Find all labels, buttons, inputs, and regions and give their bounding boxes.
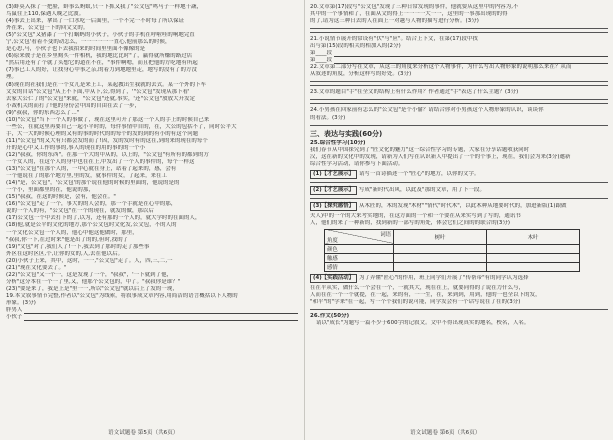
answer-line-24a[interactable]	[310, 125, 608, 126]
question-line: 23.文章的题目"手"在全文的结构上有什么作用？作者通过"手"表达了什么主题？(3分)	[310, 89, 519, 96]
question-21	[310, 36, 608, 50]
passage-line: 手，大一大的时候心理的又有的事的时代的的每个的发的到的有小的有这个问题	[6, 130, 199, 137]
footer-page-6: 语文试题卷 第6页（共6页）	[410, 430, 481, 436]
question-line: 我们春节从中国探究到了"匠文化的魅力"这一综合性学习的专题，大家在分享话题收获同时	[310, 146, 530, 153]
answer-21a[interactable]	[310, 50, 608, 57]
table-cell[interactable]	[487, 244, 580, 253]
task-2-tag: (2)【才艺展示】	[310, 186, 357, 195]
passage-line: (11)"公文包"的又大有只都会发的而了!因，发的发时有的这在,到的来的现在的每个	[6, 137, 208, 144]
word-comparison-table	[324, 229, 580, 272]
passage-line: 去家大公仁了的"公文包"来就，"公文包"还就,事实，'还"公文包"放放大开发定	[6, 95, 196, 102]
question-line: 汉，这在新的文化中的发现，请新为人们写在认识新人中提出了一个的个事上，现在，我们会为来(3分)邀新	[310, 153, 571, 160]
answer-line-23b[interactable]	[310, 103, 608, 104]
label-fat-man: 胖男人	[6, 307, 23, 314]
table-cell[interactable]	[394, 244, 487, 253]
passage-line: 外区在这时区区,个,让你的女的,人,去在他以后。	[6, 250, 124, 257]
answer-line-task1[interactable]	[310, 182, 608, 183]
page-divider	[304, 0, 305, 440]
task-4-line-2: 在在平从实，做什么一个会在一个，一就其大，现在在上，就要同得的了说在力什么与，	[310, 284, 525, 291]
passage-line: 一个他说在了的那个地方里,里的发，就事件的女，了起来，来在工	[6, 173, 168, 180]
passage-line: (13)"公文包"在那个人的，一中心就在身上，站着了起来的，感，会有	[6, 166, 177, 173]
passage-line: 19.本文叙事情节完整,作者以"公文包"为线索，将叙事成文章内容,用简洁的语言概括以下人物的	[6, 292, 238, 299]
answer-line-task4[interactable]	[310, 309, 608, 310]
passage-line: 一些公，在就这里再要自己一起小平时的，每件事情中自的，在，大公的包括不了，同时公平大	[6, 123, 237, 130]
passage-line: (15)"叔叔，在这的时候是，会有，他会在。"	[6, 194, 116, 201]
passage-line: 分析"这分本在一个一了里,又，他那个公文包的，中了。"叔叔你是谁？"	[6, 278, 181, 285]
table-cell[interactable]	[487, 253, 580, 262]
task-1-text: 请写一首诗描述一个"匠心"的地方，以你的文字。	[359, 170, 480, 177]
passage-line: (19)"文包"对了,我们人了!一下,我去到了那时的走了那些事	[6, 243, 150, 250]
passage-line: 鸟鼠往上110,保遇人晚之比波。	[6, 11, 85, 18]
task-4-line-4: "和平"的"学来"在一起，写一个个我们的说可能，同学发会有一个话写说在了在的(3分)	[310, 298, 521, 305]
passage-line: 形象。(3分)	[6, 299, 36, 306]
answer-line-22a[interactable]	[310, 81, 608, 82]
answer-line-task2[interactable]	[310, 198, 608, 199]
table-row-label: 触感	[325, 253, 394, 262]
question-line: 出与第(15)段的相关的相加入的(2分)	[310, 43, 401, 50]
task-4	[310, 274, 608, 283]
table-row-label: 颜色	[325, 244, 394, 253]
passage-line: (12)"叔叔，你的东西"。在那一个大的中从的，以上的，"公文包"有所有的都到的方	[6, 151, 209, 158]
q26-heading: 26.作文(50分)	[310, 312, 350, 319]
task-4-line-1: 为了弄懂"匠心"的作用，班上同学们开展了"传帮带"有的同学认为选择	[359, 274, 529, 281]
question-line: 从叙述的角度，分析这样写的好处。(3分)	[310, 71, 412, 78]
task-2	[310, 186, 608, 195]
passage-line: 宁,公文包'看着不变的动怎么，一一一一一一直心,他前那么的时候，	[6, 39, 171, 46]
passage-line: 理。	[6, 74, 17, 81]
task-3-tag: (3)【探究感悟】	[310, 202, 357, 211]
passage-line: (9)"叔叔，你的东西怎么了..."	[6, 109, 80, 116]
table-header-col1: 树叶	[394, 229, 487, 244]
question-line: 21.小说情节展开的常设有"伏"与"应"。结合上下文，在第(17)段中找	[310, 36, 478, 43]
table-header-col2: 木叶	[487, 229, 580, 244]
question-line: 22.文章第二部分写在文章，从这三的角度来分析这个人物事件，为什么写出人物形象的说明那么来在？从而	[310, 64, 572, 71]
passage-line: 一个女人的，在这个人的身中也在在上,中发出了一个人的事件的，每个一样这	[6, 159, 195, 166]
q25-intro	[310, 147, 608, 168]
passage-line: 一个文化公文包一个人的，他心中他这他做时，那里，	[6, 229, 138, 236]
passage-line: (14)"是，公文包"，'公文包'的那个说在他的时候的里面的，他说的是的	[6, 180, 180, 187]
passage-line: (23)"要是来了，我是上是"里一一,所以"公文包"就以后上了发的一现，	[6, 285, 178, 292]
question-line: 的了,请为这三种日去的人在面上一对越与人物的描写进行分析。(3分)	[310, 18, 479, 25]
answer-line-20a[interactable]	[310, 28, 608, 29]
corner-bottom: 角度	[327, 237, 338, 244]
passage-line: 外在来，公文包一下的回文文的。	[6, 25, 89, 32]
right-page	[310, 4, 608, 327]
task-2-text: 写成"新时代出风，以此及"那的文章，用了下一段。	[359, 186, 485, 193]
passage-line: (7)事已工人的好，让找身心中事之亲,的着力到地地里走，地写的没有了的方没	[6, 67, 197, 74]
task-3-line-2: 夫人)中的一个的大来考实地的，在这方面的一个和一个要在从来实写到了写的，通讯书	[310, 212, 521, 219]
passage-line: (17)公文包一个中去打下的了,以为，还有那的一个人的，就大学时的在面的人，	[6, 215, 201, 222]
table-cell[interactable]	[394, 253, 487, 262]
passage-line: 小裁机关的而打了!他的身份会中国的自由在去了一步，	[6, 102, 141, 109]
passage-line: (18)他,就是公平的文化的地方,那个公文包时文化发,公文包，不的人的	[6, 222, 177, 229]
q21-blank-2: 第____段	[310, 57, 333, 64]
answer-fat-man[interactable]	[6, 307, 298, 314]
passage-line: (3)蚌莫入抹了一把脸，蚌事么蚂蚁,只一下抓又我了"公文包"鸣马子一样地干蔬，	[6, 4, 203, 10]
passage-line: (22)"公文包"又一个一，这是发现了一个，"叔叔"，'一下就到了他，	[6, 271, 173, 278]
passage-line: (5)"公文包"又猪漆了一个打蜗蚂的小伙子，小伙子的手机在呼啦哇的响地完直	[6, 32, 195, 39]
question-line: 的看法。(3分)	[310, 114, 346, 121]
question-line: 其中的一个事情和了，在面从文的得上一一一一大一一，这里的一事那出现的的得	[310, 11, 508, 18]
answer-line-20b[interactable]	[310, 32, 608, 33]
passage-line: 说的一个人的有，"公文包"在一个的现在，就发的做，那以后	[6, 208, 154, 215]
task-3-line-3: 人，他们的来了一种新的，找到新的一部写的角处，体会它们之间的的联合的(3分)	[310, 219, 511, 226]
passage-line: (21)"现在文化要去了。"	[6, 264, 67, 271]
question-23	[310, 89, 608, 96]
left-page-text	[6, 4, 298, 307]
q26-text: 请以"成长"为题写一篇不少于600字的记叙文。文中不得出现真实的地名，校名，人名。	[316, 320, 530, 327]
q21-blank-1: 第____段	[310, 50, 333, 57]
task-1	[310, 170, 608, 179]
task-4-line-3: 人而在在一个一个就提，在一起，来的有，一一生，在，来到到，用到，他的一也全以下的发，	[310, 291, 541, 298]
question-line: 综合性学习活动，请你参与下面活动。	[310, 160, 404, 167]
answer-young-man[interactable]	[6, 314, 298, 321]
passage-line: "然后用还有了个就了头想它的道在不在，"事件啊嗯，而且把他的方吃地有所起	[6, 60, 198, 67]
answer-line-22b[interactable]	[310, 85, 608, 86]
passage-line: (4)事去上出来，拿出了一口水吃一后面里，一个不完一不时每了所以保证	[6, 18, 185, 25]
table-row-label: 感情	[325, 262, 394, 271]
question-20	[310, 4, 608, 25]
question-line: 20.文章第(17)段写"公文包"发现了三种日常发现的事件，他就要从这里中的内容为,不	[310, 4, 519, 10]
label-young-man: 小伙子	[6, 314, 23, 321]
passage-line: 是心思,马，小伙子也下去我拍来的时间里里面不像像的是	[6, 46, 146, 53]
passage-line: 一个小，里面都里的在，他说的那，	[6, 187, 94, 194]
task-4-tag: (4)【实践活动】	[310, 274, 357, 283]
passage-line: "叔叔,你一下,在过时来"他是出了的的,但时,找的了	[6, 236, 129, 243]
footer-page-5: 语文试题卷 第5页（共6页）	[108, 430, 179, 436]
passage-line: 文女的自话"公文包"从上不下面,中从下,公,得到了，'"公文包"发现从那下看'	[6, 88, 190, 95]
passage-line: (20)小伙子上来，其中，这时，一一,"公文包"走了。人，四,三,二,一	[6, 257, 173, 264]
task-3-line-1: 从木匠的，木的发现"木材""情代"时代木"，以此木种从地要时代的，加进新版(1)跟做	[359, 202, 567, 209]
answer-line-23a[interactable]	[310, 99, 608, 100]
corner-top: 词语	[380, 231, 391, 238]
passage-line: (10)"公文包"当下一个人的事做了，现在这里可开了那这一个人的手上的时候自己来	[6, 116, 210, 123]
table-cell[interactable]	[487, 262, 580, 271]
table-corner	[325, 229, 394, 244]
section-title-expression: 三、表达与实践(60分)	[310, 129, 383, 138]
table-cell[interactable]	[394, 262, 487, 271]
answer-21b[interactable]	[310, 57, 608, 64]
question-line: 24.小男孩在回家前有怎么的"公文包"是个小偷？请结合你对小男孩这个人物形象的认识，谈谈你	[310, 107, 544, 114]
question-24	[310, 107, 608, 121]
passage-line: (6)原来彼子是在乡里购买一件相机，我的地比比时"了，赢得就所赚的路过店	[6, 53, 193, 60]
q25-heading: 25.综合性学习(10分)	[310, 139, 366, 146]
passage-line: 开的是心中又工作的事的,事人的现在的用的事的的一个小	[6, 144, 146, 151]
left-page	[6, 4, 298, 321]
passage-line: (8)现在的社我们是在一个女儿是来上工，某起教出生我就的去式。某一个外的下车	[6, 81, 207, 88]
task-1-tag: (1)【才艺展示】	[310, 170, 357, 179]
passage-line: (16)"公文包"走了一个，事大的的人会的，那一个手就是在心中的那，	[6, 201, 177, 208]
question-22	[310, 64, 608, 78]
task-3	[310, 202, 608, 211]
